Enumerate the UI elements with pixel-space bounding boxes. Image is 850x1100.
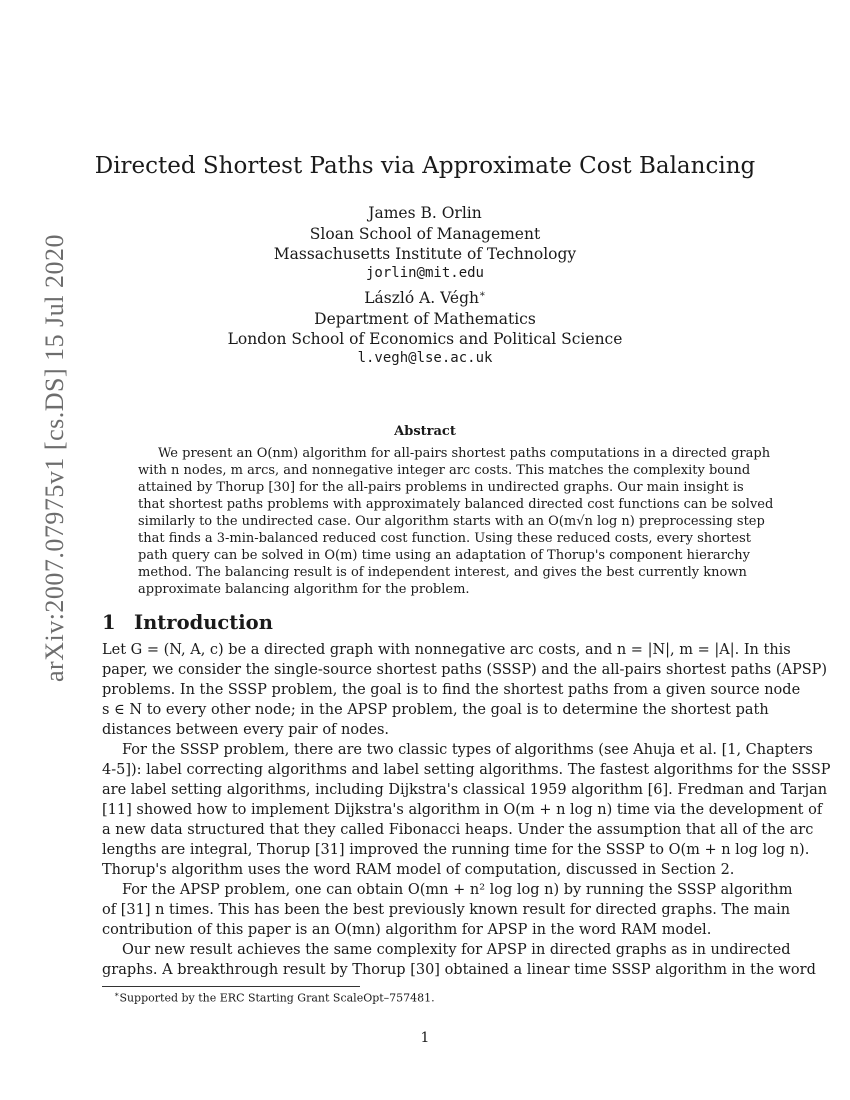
body-line: 4-5]): label correcting algorithms and label setting algorithms. The fastest algorithms for the SSSP <box>102 762 831 778</box>
body-line: are label setting algorithms, including Dijkstra's classical 1959 algorithm [6]. Fredman and Tarjan <box>102 782 828 798</box>
body-line: contribution of this paper is an O(mn) algorithm for APSP in the word RAM model. <box>102 922 712 938</box>
body-line: Thorup's algorithm uses the word RAM model of computation, discussed in Section 2. <box>102 862 735 878</box>
body-line: of [31] n times. This has been the best previously known result for directed graphs. The main <box>102 902 791 918</box>
author-affiliation: Sloan School of Management <box>309 225 541 243</box>
abstract-line: that finds a 3-min-balanced reduced cost function. Using these reduced costs, every shortest <box>138 531 751 546</box>
paper-title: Directed Shortest Paths via Approximate Cost Balancing <box>94 153 756 179</box>
abstract-line: that shortest paths problems with approximately balanced directed cost functions can be solved <box>138 497 774 512</box>
footnote-rule <box>102 986 360 987</box>
body-line: graphs. A breakthrough result by Thorup [30] obtained a linear time SSSP algorithm in the word <box>102 962 816 978</box>
footnote-mark[interactable]: ∗ <box>478 289 486 300</box>
body-line: Let G = (N, A, c) be a directed graph with nonnegative arc costs, and n = |N|, m = |A|. In this <box>102 642 791 658</box>
section-heading <box>102 611 273 634</box>
footnote-mark: ∗ <box>114 990 120 999</box>
body-line: a new data structured that they called Fibonacci heaps. Under the assumption that all of the arc <box>102 822 814 838</box>
author-email[interactable]: jorlin@mit.edu <box>365 265 484 281</box>
abstract-line: approximate balancing algorithm for the problem. <box>138 582 470 597</box>
abstract-heading: Abstract <box>394 424 456 439</box>
body-line: problems. In the SSSP problem, the goal is to find the shortest paths from a given source node <box>102 682 801 698</box>
body-line: distances between every pair of nodes. <box>102 722 390 738</box>
section-number: 1 <box>102 611 116 634</box>
body-line: [11] showed how to implement Dijkstra's algorithm in O(m + n log n) time via the development of <box>102 802 823 818</box>
abstract-line: method. The balancing result is of independent interest, and gives the best currently known <box>138 565 747 580</box>
body-line: For the APSP problem, one can obtain O(mn + n² log log n) by running the SSSP algorithm <box>122 882 793 898</box>
author-affiliation: London School of Economics and Political Science <box>227 330 623 348</box>
section-title: Introduction <box>134 611 273 634</box>
body-line: paper, we consider the single-source shortest paths (SSSP) and the all-pairs shortest paths (APSP) <box>102 662 828 678</box>
body-line: For the SSSP problem, there are two classic types of algorithms (see Ahuja et al. [1, Chapters <box>122 742 813 758</box>
abstract-line: similarly to the undirected case. Our algorithm starts with an O(m√n log n) preprocessing step <box>138 514 765 529</box>
abstract-line: with n nodes, m arcs, and nonnegative integer arc costs. This matches the complexity bound <box>138 463 751 478</box>
arxiv-identifier: arXiv:2007.07975v1 [cs.DS] 15 Jul 2020 <box>40 234 69 682</box>
author-email[interactable]: l.vegh@lse.ac.uk <box>357 350 493 366</box>
author-name: László A. Végh∗ <box>364 289 486 308</box>
body-line: s ∈ N to every other node; in the APSP problem, the goal is to determine the shortest path <box>102 702 769 718</box>
footnote-text: Supported by the ERC Starting Grant ScaleOpt–757481. <box>119 991 435 1005</box>
page-number: 1 <box>420 1030 430 1046</box>
abstract-line: attained by Thorup [30] for the all-pairs problems in undirected graphs. Our main insight is <box>138 480 744 495</box>
author-name: James B. Orlin <box>368 204 482 222</box>
body-line: lengths are integral, Thorup [31] improved the running time for the SSSP to O(m + n log log n). <box>102 842 810 858</box>
author-affiliation: Department of Mathematics <box>314 310 536 328</box>
footnote <box>114 990 435 1005</box>
abstract-line: We present an O(nm) algorithm for all-pairs shortest paths computations in a directed graph <box>158 446 771 461</box>
author-affiliation: Massachusetts Institute of Technology <box>273 245 577 263</box>
body-line: Our new result achieves the same complexity for APSP in directed graphs as in undirected <box>122 942 791 958</box>
abstract-line: path query can be solved in O(m) time using an adaptation of Thorup's component hierarchy <box>138 548 750 563</box>
